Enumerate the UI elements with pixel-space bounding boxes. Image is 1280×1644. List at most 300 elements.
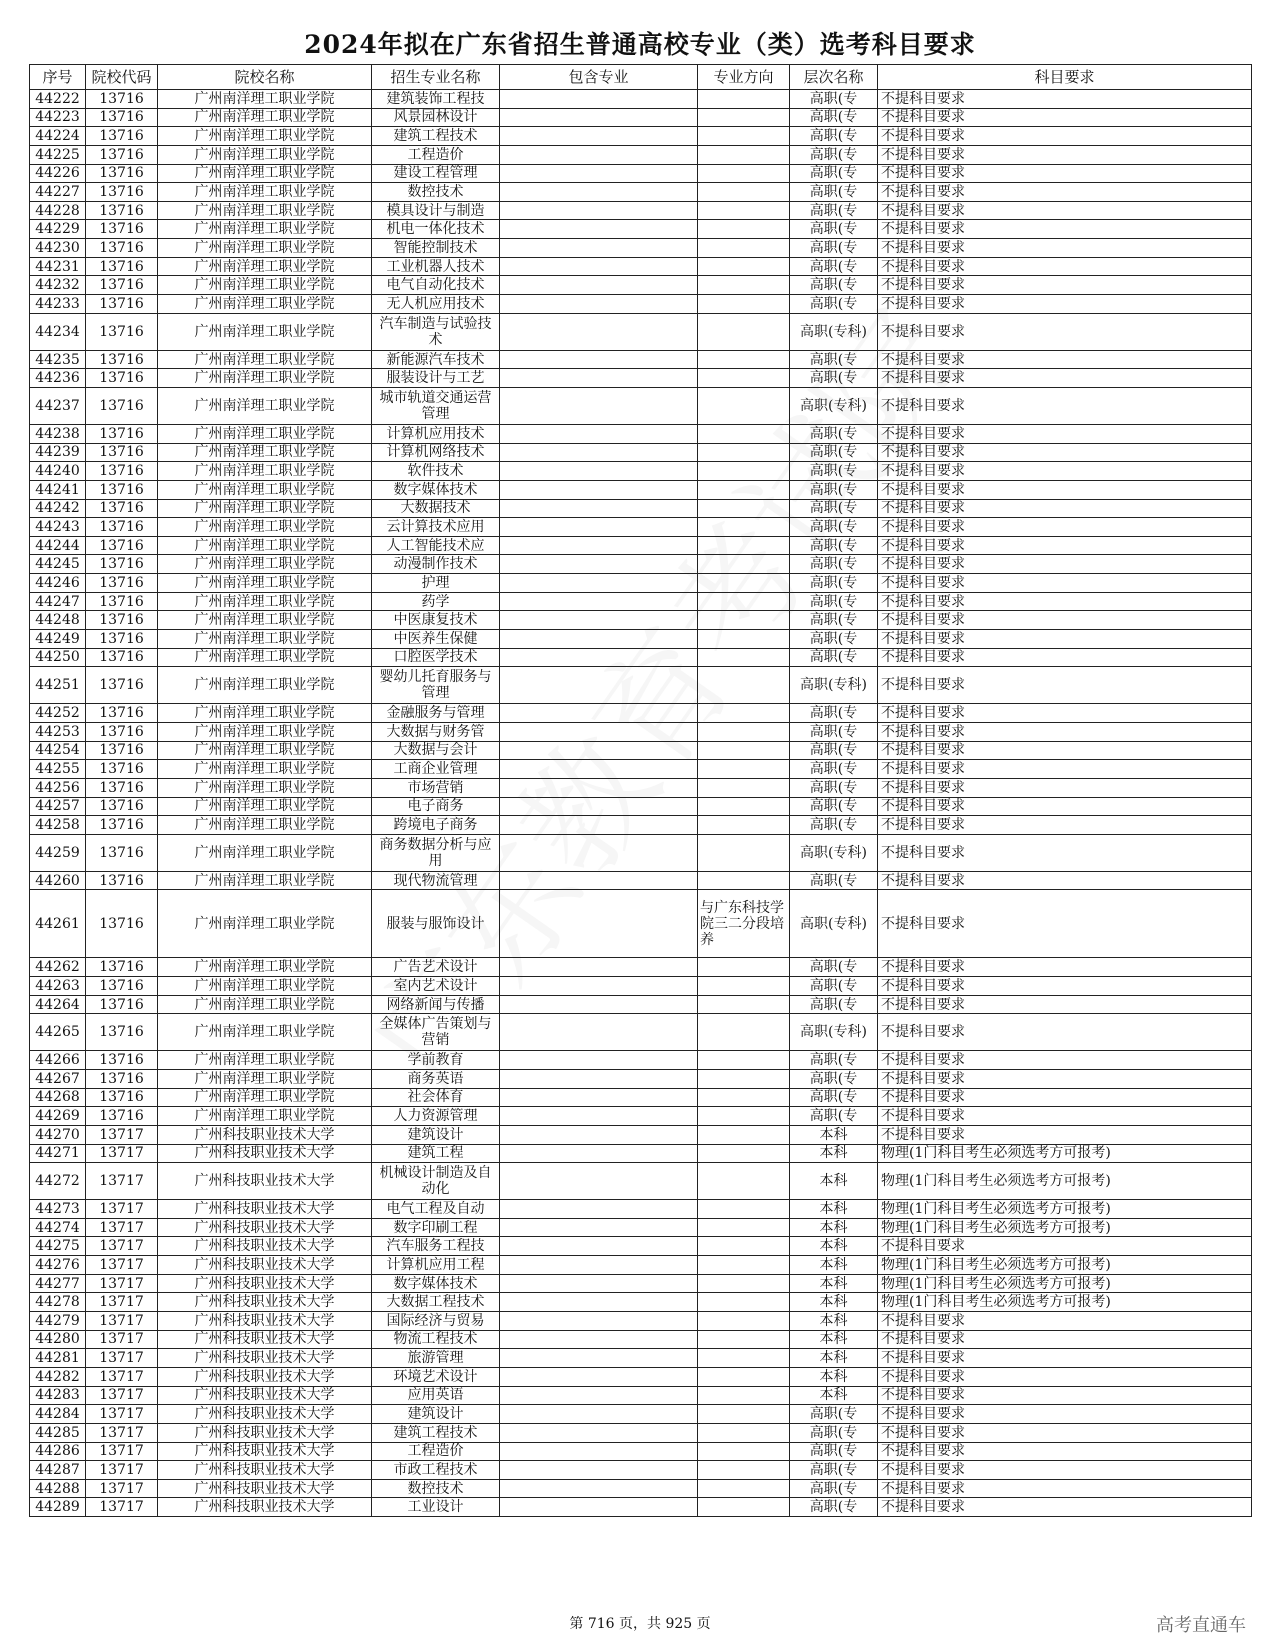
table-row xyxy=(30,1386,1252,1405)
cell-level: 高职(专 xyxy=(790,611,878,630)
cell-major-name: 风景园林设计 xyxy=(372,108,500,127)
cell-level: 高职(专 xyxy=(790,90,878,109)
cell-included-majors xyxy=(500,648,698,667)
cell-subject-requirement: 不提科目要求 xyxy=(878,816,1252,835)
cell-index: 44223 xyxy=(30,108,86,127)
cell-major-direction xyxy=(698,1107,790,1126)
cell-index: 44270 xyxy=(30,1125,86,1144)
table-row xyxy=(30,145,1252,164)
table-row xyxy=(30,1088,1252,1107)
cell-subject-requirement: 不提科目要求 xyxy=(878,648,1252,667)
cell-level: 高职(专 xyxy=(790,239,878,258)
cell-school-code: 13716 xyxy=(86,648,158,667)
cell-index: 44250 xyxy=(30,648,86,667)
cell-included-majors xyxy=(500,1014,698,1051)
cell-level: 高职(专 xyxy=(790,369,878,388)
cell-included-majors xyxy=(500,977,698,996)
cell-school-name: 广州南洋理工职业学院 xyxy=(158,350,372,369)
cell-school-name: 广州南洋理工职业学院 xyxy=(158,257,372,276)
cell-school-code: 13717 xyxy=(86,1256,158,1275)
cell-included-majors xyxy=(500,555,698,574)
cell-school-code: 13716 xyxy=(86,387,158,424)
cell-included-majors xyxy=(500,443,698,462)
cell-major-direction xyxy=(698,1367,790,1386)
cell-school-name: 广州南洋理工职业学院 xyxy=(158,977,372,996)
cell-major-name: 汽车服务工程技 xyxy=(372,1237,500,1256)
cell-included-majors xyxy=(500,1479,698,1498)
cell-school-name: 广州南洋理工职业学院 xyxy=(158,313,372,350)
cell-school-name: 广州南洋理工职业学院 xyxy=(158,239,372,258)
cell-index: 44239 xyxy=(30,443,86,462)
cell-school-code: 13717 xyxy=(86,1423,158,1442)
cell-index: 44260 xyxy=(30,871,86,890)
cell-major-direction xyxy=(698,1125,790,1144)
table-row xyxy=(30,1349,1252,1368)
table-row xyxy=(30,1163,1252,1200)
cell-included-majors xyxy=(500,704,698,723)
cell-level: 高职(专 xyxy=(790,1498,878,1517)
table-body xyxy=(30,90,1252,1517)
cell-index: 44273 xyxy=(30,1200,86,1219)
cell-major-name: 工商企业管理 xyxy=(372,760,500,779)
cell-major-direction xyxy=(698,145,790,164)
cell-school-name: 广州南洋理工职业学院 xyxy=(158,722,372,741)
cell-major-name: 中医养生保健 xyxy=(372,630,500,649)
cell-major-name: 环境艺术设计 xyxy=(372,1367,500,1386)
cell-index: 44255 xyxy=(30,760,86,779)
table-row xyxy=(30,462,1252,481)
cell-subject-requirement: 不提科目要求 xyxy=(878,1423,1252,1442)
cell-major-direction xyxy=(698,1461,790,1480)
cell-school-name: 广州南洋理工职业学院 xyxy=(158,201,372,220)
cell-included-majors xyxy=(500,611,698,630)
table-row xyxy=(30,1107,1252,1126)
cell-school-name: 广州科技职业技术大学 xyxy=(158,1386,372,1405)
cell-index: 44238 xyxy=(30,424,86,443)
cell-index: 44266 xyxy=(30,1051,86,1070)
cell-school-name: 广州南洋理工职业学院 xyxy=(158,276,372,295)
cell-school-code: 13716 xyxy=(86,313,158,350)
cell-included-majors xyxy=(500,1423,698,1442)
cell-subject-requirement: 不提科目要求 xyxy=(878,995,1252,1014)
cell-index: 44234 xyxy=(30,313,86,350)
table-row xyxy=(30,239,1252,258)
cell-index: 44268 xyxy=(30,1088,86,1107)
cell-major-name: 数字媒体技术 xyxy=(372,1274,500,1293)
cell-school-name: 广州南洋理工职业学院 xyxy=(158,108,372,127)
cell-major-name: 工程造价 xyxy=(372,1442,500,1461)
cell-school-code: 13717 xyxy=(86,1498,158,1517)
cell-subject-requirement: 不提科目要求 xyxy=(878,1405,1252,1424)
cell-level: 高职(专科) xyxy=(790,834,878,871)
cell-level: 本科 xyxy=(790,1386,878,1405)
cell-school-code: 13717 xyxy=(86,1200,158,1219)
cell-included-majors xyxy=(500,90,698,109)
col-header-school-name: 院校名称 xyxy=(158,65,372,90)
cell-included-majors xyxy=(500,276,698,295)
table-row xyxy=(30,1069,1252,1088)
table-row xyxy=(30,797,1252,816)
cell-school-name: 广州南洋理工职业学院 xyxy=(158,1069,372,1088)
cell-major-name: 物流工程技术 xyxy=(372,1330,500,1349)
cell-major-direction xyxy=(698,667,790,704)
cell-major-direction xyxy=(698,760,790,779)
cell-included-majors xyxy=(500,518,698,537)
cell-major-direction xyxy=(698,1274,790,1293)
cell-major-name: 建筑设计 xyxy=(372,1405,500,1424)
cell-level: 高职(专 xyxy=(790,499,878,518)
cell-major-direction xyxy=(698,350,790,369)
cell-level: 高职(专 xyxy=(790,592,878,611)
cell-included-majors xyxy=(500,741,698,760)
cell-major-direction xyxy=(698,164,790,183)
cell-major-direction xyxy=(698,722,790,741)
cell-major-name: 建筑工程技术 xyxy=(372,1423,500,1442)
cell-major-name: 云计算技术应用 xyxy=(372,518,500,537)
cell-index: 44243 xyxy=(30,518,86,537)
table-row xyxy=(30,741,1252,760)
cell-subject-requirement: 不提科目要求 xyxy=(878,518,1252,537)
cell-subject-requirement: 不提科目要求 xyxy=(878,1330,1252,1349)
cell-major-direction xyxy=(698,1386,790,1405)
cell-subject-requirement: 不提科目要求 xyxy=(878,257,1252,276)
cell-major-direction xyxy=(698,1014,790,1051)
cell-major-name: 模具设计与制造 xyxy=(372,201,500,220)
cell-major-direction xyxy=(698,276,790,295)
cell-major-direction xyxy=(698,977,790,996)
cell-index: 44252 xyxy=(30,704,86,723)
cell-major-name: 商务数据分析与应用 xyxy=(372,834,500,871)
cell-included-majors xyxy=(500,630,698,649)
cell-subject-requirement: 不提科目要求 xyxy=(878,108,1252,127)
cell-level: 高职(专 xyxy=(790,760,878,779)
table-row xyxy=(30,499,1252,518)
cell-subject-requirement: 不提科目要求 xyxy=(878,424,1252,443)
cell-school-name: 广州南洋理工职业学院 xyxy=(158,145,372,164)
cell-school-code: 13716 xyxy=(86,499,158,518)
cell-level: 高职(专 xyxy=(790,183,878,202)
table-row xyxy=(30,518,1252,537)
cell-level: 本科 xyxy=(790,1125,878,1144)
cell-school-name: 广州南洋理工职业学院 xyxy=(158,295,372,314)
cell-school-name: 广州南洋理工职业学院 xyxy=(158,890,372,958)
cell-subject-requirement: 不提科目要求 xyxy=(878,313,1252,350)
cell-index: 44279 xyxy=(30,1312,86,1331)
cell-school-name: 广州科技职业技术大学 xyxy=(158,1367,372,1386)
cell-included-majors xyxy=(500,1461,698,1480)
cell-index: 44275 xyxy=(30,1237,86,1256)
cell-index: 44244 xyxy=(30,536,86,555)
cell-level: 本科 xyxy=(790,1200,878,1219)
cell-included-majors xyxy=(500,1051,698,1070)
table-row xyxy=(30,871,1252,890)
cell-subject-requirement: 不提科目要求 xyxy=(878,350,1252,369)
cell-major-name: 人工智能技术应 xyxy=(372,536,500,555)
cell-school-name: 广州南洋理工职业学院 xyxy=(158,630,372,649)
cell-major-direction xyxy=(698,201,790,220)
cell-major-direction xyxy=(698,1200,790,1219)
table-row xyxy=(30,1423,1252,1442)
cell-index: 44263 xyxy=(30,977,86,996)
cell-major-name: 动漫制作技术 xyxy=(372,555,500,574)
cell-school-code: 13716 xyxy=(86,977,158,996)
cell-index: 44253 xyxy=(30,722,86,741)
cell-subject-requirement: 不提科目要求 xyxy=(878,1107,1252,1126)
cell-level: 高职(专科) xyxy=(790,387,878,424)
cell-school-name: 广州南洋理工职业学院 xyxy=(158,778,372,797)
cell-major-direction xyxy=(698,518,790,537)
cell-index: 44246 xyxy=(30,574,86,593)
cell-school-name: 广州南洋理工职业学院 xyxy=(158,1014,372,1051)
cell-included-majors xyxy=(500,387,698,424)
table-row xyxy=(30,424,1252,443)
table-row xyxy=(30,369,1252,388)
requirements-table xyxy=(29,64,1252,1517)
cell-subject-requirement: 物理(1门科目考生必须选考方可报考) xyxy=(878,1256,1252,1275)
cell-major-name: 国际经济与贸易 xyxy=(372,1312,500,1331)
cell-school-code: 13716 xyxy=(86,1088,158,1107)
cell-major-direction xyxy=(698,462,790,481)
cell-included-majors xyxy=(500,313,698,350)
cell-major-name: 机电一体化技术 xyxy=(372,220,500,239)
cell-major-direction xyxy=(698,239,790,258)
cell-level: 高职(专科) xyxy=(790,890,878,958)
cell-school-code: 13717 xyxy=(86,1312,158,1331)
cell-index: 44226 xyxy=(30,164,86,183)
cell-subject-requirement: 不提科目要求 xyxy=(878,958,1252,977)
cell-subject-requirement: 不提科目要求 xyxy=(878,536,1252,555)
cell-included-majors xyxy=(500,1386,698,1405)
cell-school-code: 13717 xyxy=(86,1125,158,1144)
cell-school-code: 13716 xyxy=(86,871,158,890)
cell-major-name: 药学 xyxy=(372,592,500,611)
cell-major-name: 数字印刷工程 xyxy=(372,1218,500,1237)
cell-major-name: 计算机网络技术 xyxy=(372,443,500,462)
cell-school-code: 13716 xyxy=(86,145,158,164)
cell-index: 44274 xyxy=(30,1218,86,1237)
cell-index: 44251 xyxy=(30,667,86,704)
cell-subject-requirement: 不提科目要求 xyxy=(878,1386,1252,1405)
cell-school-name: 广州南洋理工职业学院 xyxy=(158,183,372,202)
cell-subject-requirement: 不提科目要求 xyxy=(878,1069,1252,1088)
table-row xyxy=(30,1051,1252,1070)
cell-level: 高职(专 xyxy=(790,276,878,295)
cell-level: 高职(专 xyxy=(790,574,878,593)
col-header-index: 序号 xyxy=(30,65,86,90)
cell-subject-requirement: 不提科目要求 xyxy=(878,1125,1252,1144)
cell-level: 高职(专 xyxy=(790,295,878,314)
cell-major-name: 市场营销 xyxy=(372,778,500,797)
cell-level: 高职(专 xyxy=(790,1069,878,1088)
cell-major-name: 城市轨道交通运营管理 xyxy=(372,387,500,424)
cell-index: 44233 xyxy=(30,295,86,314)
cell-index: 44225 xyxy=(30,145,86,164)
cell-major-direction xyxy=(698,797,790,816)
table-row xyxy=(30,1144,1252,1163)
cell-school-code: 13716 xyxy=(86,164,158,183)
cell-index: 44224 xyxy=(30,127,86,146)
table-row xyxy=(30,1293,1252,1312)
cell-major-name: 全媒体广告策划与营销 xyxy=(372,1014,500,1051)
cell-school-code: 13716 xyxy=(86,555,158,574)
cell-major-name: 人力资源管理 xyxy=(372,1107,500,1126)
cell-included-majors xyxy=(500,424,698,443)
table-row xyxy=(30,1405,1252,1424)
cell-index: 44288 xyxy=(30,1479,86,1498)
cell-subject-requirement: 不提科目要求 xyxy=(878,369,1252,388)
cell-major-name: 护理 xyxy=(372,574,500,593)
cell-school-name: 广州科技职业技术大学 xyxy=(158,1498,372,1517)
cell-school-code: 13716 xyxy=(86,958,158,977)
cell-included-majors xyxy=(500,816,698,835)
cell-school-code: 13716 xyxy=(86,183,158,202)
cell-school-name: 广州南洋理工职业学院 xyxy=(158,164,372,183)
cell-school-name: 广州科技职业技术大学 xyxy=(158,1274,372,1293)
cell-index: 44262 xyxy=(30,958,86,977)
table-row xyxy=(30,1200,1252,1219)
table-header-row xyxy=(30,65,1252,90)
cell-subject-requirement: 不提科目要求 xyxy=(878,1014,1252,1051)
cell-included-majors xyxy=(500,995,698,1014)
cell-school-name: 广州科技职业技术大学 xyxy=(158,1293,372,1312)
cell-major-name: 金融服务与管理 xyxy=(372,704,500,723)
cell-level: 本科 xyxy=(790,1274,878,1293)
cell-major-direction xyxy=(698,592,790,611)
cell-level: 本科 xyxy=(790,1218,878,1237)
table-row xyxy=(30,1256,1252,1275)
cell-subject-requirement: 不提科目要求 xyxy=(878,295,1252,314)
cell-major-name: 数控技术 xyxy=(372,183,500,202)
cell-school-code: 13716 xyxy=(86,239,158,258)
cell-school-code: 13716 xyxy=(86,276,158,295)
cell-subject-requirement: 不提科目要求 xyxy=(878,239,1252,258)
cell-included-majors xyxy=(500,1330,698,1349)
cell-subject-requirement: 不提科目要求 xyxy=(878,90,1252,109)
cell-index: 44248 xyxy=(30,611,86,630)
cell-school-code: 13716 xyxy=(86,1069,158,1088)
col-header-major-name: 招生专业名称 xyxy=(372,65,500,90)
cell-school-name: 广州科技职业技术大学 xyxy=(158,1237,372,1256)
cell-school-name: 广州南洋理工职业学院 xyxy=(158,127,372,146)
cell-index: 44257 xyxy=(30,797,86,816)
table-row xyxy=(30,1461,1252,1480)
cell-included-majors xyxy=(500,220,698,239)
cell-school-name: 广州科技职业技术大学 xyxy=(158,1330,372,1349)
cell-school-code: 13716 xyxy=(86,834,158,871)
cell-index: 44258 xyxy=(30,816,86,835)
cell-school-code: 13716 xyxy=(86,1014,158,1051)
cell-school-code: 13717 xyxy=(86,1144,158,1163)
cell-school-name: 广州南洋理工职业学院 xyxy=(158,424,372,443)
cell-school-code: 13717 xyxy=(86,1386,158,1405)
cell-included-majors xyxy=(500,295,698,314)
cell-major-name: 软件技术 xyxy=(372,462,500,481)
cell-level: 本科 xyxy=(790,1144,878,1163)
cell-level: 高职(专 xyxy=(790,1442,878,1461)
cell-school-name: 广州南洋理工职业学院 xyxy=(158,90,372,109)
cell-major-direction xyxy=(698,90,790,109)
cell-index: 44231 xyxy=(30,257,86,276)
table-row xyxy=(30,977,1252,996)
table-row xyxy=(30,630,1252,649)
cell-major-direction xyxy=(698,1069,790,1088)
cell-school-name: 广州南洋理工职业学院 xyxy=(158,667,372,704)
cell-school-code: 13716 xyxy=(86,760,158,779)
cell-school-code: 13716 xyxy=(86,443,158,462)
cell-major-direction xyxy=(698,295,790,314)
cell-major-direction xyxy=(698,958,790,977)
cell-major-name: 机械设计制造及自动化 xyxy=(372,1163,500,1200)
table-row xyxy=(30,536,1252,555)
cell-index: 44232 xyxy=(30,276,86,295)
cell-included-majors xyxy=(500,1349,698,1368)
cell-major-direction xyxy=(698,127,790,146)
cell-level: 高职(专 xyxy=(790,995,878,1014)
cell-major-direction xyxy=(698,741,790,760)
table-row xyxy=(30,443,1252,462)
cell-major-direction xyxy=(698,480,790,499)
cell-major-direction xyxy=(698,369,790,388)
cell-major-name: 工程造价 xyxy=(372,145,500,164)
cell-index: 44240 xyxy=(30,462,86,481)
cell-level: 高职(专 xyxy=(790,977,878,996)
cell-major-name: 电气自动化技术 xyxy=(372,276,500,295)
cell-school-code: 13717 xyxy=(86,1442,158,1461)
cell-included-majors xyxy=(500,667,698,704)
cell-school-code: 13716 xyxy=(86,667,158,704)
cell-school-name: 广州南洋理工职业学院 xyxy=(158,741,372,760)
cell-school-code: 13716 xyxy=(86,295,158,314)
cell-school-code: 13717 xyxy=(86,1237,158,1256)
cell-subject-requirement: 不提科目要求 xyxy=(878,462,1252,481)
cell-school-name: 广州南洋理工职业学院 xyxy=(158,611,372,630)
cell-level: 高职(专 xyxy=(790,1479,878,1498)
cell-major-direction xyxy=(698,1330,790,1349)
cell-included-majors xyxy=(500,462,698,481)
cell-major-direction xyxy=(698,816,790,835)
cell-included-majors xyxy=(500,1498,698,1517)
cell-school-name: 广州南洋理工职业学院 xyxy=(158,462,372,481)
cell-level: 高职(专 xyxy=(790,164,878,183)
cell-included-majors xyxy=(500,1293,698,1312)
cell-index: 44285 xyxy=(30,1423,86,1442)
table-row xyxy=(30,183,1252,202)
cell-included-majors xyxy=(500,722,698,741)
cell-level: 高职(专 xyxy=(790,778,878,797)
cell-subject-requirement: 物理(1门科目考生必须选考方可报考) xyxy=(878,1163,1252,1200)
cell-school-name: 广州南洋理工职业学院 xyxy=(158,648,372,667)
cell-major-direction xyxy=(698,1051,790,1070)
cell-level: 本科 xyxy=(790,1163,878,1200)
cell-index: 44264 xyxy=(30,995,86,1014)
cell-index: 44235 xyxy=(30,350,86,369)
cell-subject-requirement: 不提科目要求 xyxy=(878,555,1252,574)
cell-school-code: 13716 xyxy=(86,480,158,499)
cell-major-name: 工业设计 xyxy=(372,1498,500,1517)
cell-major-direction xyxy=(698,834,790,871)
col-header-subject-requirement: 科目要求 xyxy=(878,65,1252,90)
cell-major-name: 电子商务 xyxy=(372,797,500,816)
cell-level: 高职(专科) xyxy=(790,1014,878,1051)
table-row xyxy=(30,164,1252,183)
cell-included-majors xyxy=(500,164,698,183)
cell-major-name: 建筑装饰工程技 xyxy=(372,90,500,109)
col-header-major-direction: 专业方向 xyxy=(698,65,790,90)
cell-subject-requirement: 不提科目要求 xyxy=(878,145,1252,164)
cell-level: 高职(专 xyxy=(790,220,878,239)
cell-subject-requirement: 不提科目要求 xyxy=(878,201,1252,220)
cell-major-direction xyxy=(698,313,790,350)
